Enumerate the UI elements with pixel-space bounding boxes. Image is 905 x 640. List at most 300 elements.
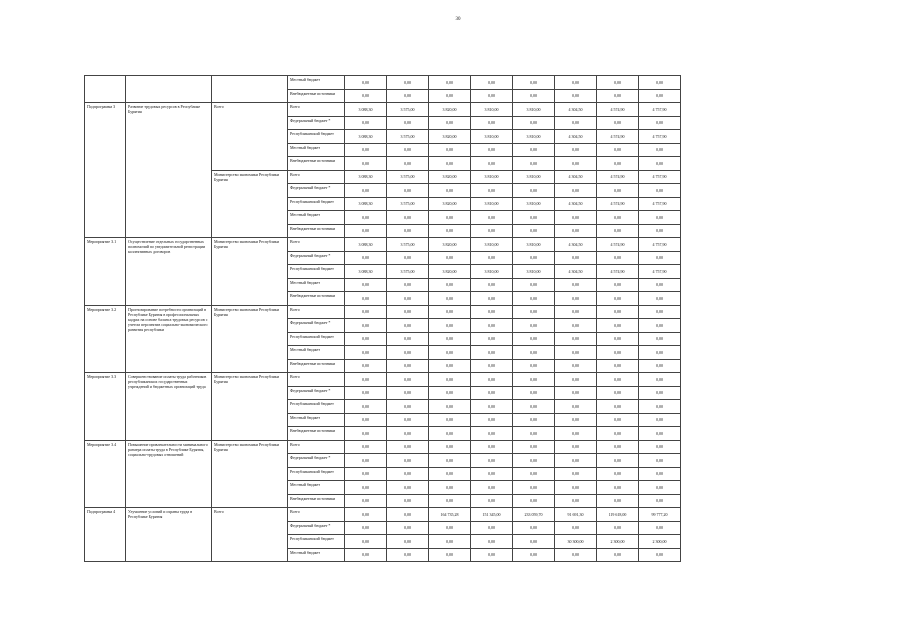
amount-cell: 0,00 bbox=[555, 427, 597, 441]
amount-cell: 0,00 bbox=[387, 184, 429, 198]
amount-cell: 0,00 bbox=[429, 548, 471, 562]
amount-cell: 0,00 bbox=[345, 494, 387, 508]
amount-cell: 0,00 bbox=[429, 143, 471, 157]
amount-cell: 0,00 bbox=[387, 508, 429, 522]
amount-cell: 0,00 bbox=[597, 319, 639, 333]
amount-cell: 4 757,90 bbox=[639, 265, 681, 279]
amount-cell: 3 575,00 bbox=[387, 197, 429, 211]
amount-cell: 0,00 bbox=[345, 76, 387, 90]
amount-cell: 3 810,00 bbox=[471, 170, 513, 184]
amount-cell: 0,00 bbox=[387, 89, 429, 103]
funding-source: Федеральный бюджет * bbox=[288, 184, 345, 198]
funding-source: Республиканский бюджет bbox=[288, 265, 345, 279]
funding-source: Местный бюджет bbox=[288, 143, 345, 157]
amount-cell: 0,00 bbox=[471, 467, 513, 481]
amount-cell: 0,00 bbox=[639, 319, 681, 333]
amount-cell: 0,00 bbox=[429, 467, 471, 481]
amount-cell: 3 575,00 bbox=[387, 103, 429, 117]
amount-cell: 0,00 bbox=[513, 143, 555, 157]
amount-cell: 0,00 bbox=[555, 373, 597, 387]
amount-cell: 0,00 bbox=[513, 440, 555, 454]
amount-cell: 3 820,00 bbox=[429, 265, 471, 279]
amount-cell: 0,00 bbox=[471, 305, 513, 319]
amount-cell: 0,00 bbox=[471, 319, 513, 333]
amount-cell: 4 304,50 bbox=[555, 265, 597, 279]
amount-cell: 0,00 bbox=[639, 278, 681, 292]
amount-cell: 0,00 bbox=[513, 400, 555, 414]
amount-cell: 0,00 bbox=[639, 427, 681, 441]
row-program-name: Совершенствование оплаты труда работников республиканских государственных учреждений и бюджетных организаций труда bbox=[126, 373, 212, 441]
amount-cell: 0,00 bbox=[429, 332, 471, 346]
amount-cell: 0,00 bbox=[513, 76, 555, 90]
amount-cell: 0,00 bbox=[555, 116, 597, 130]
amount-cell: 0,00 bbox=[513, 116, 555, 130]
amount-cell: 0,00 bbox=[555, 157, 597, 171]
funding-source: Местный бюджет bbox=[288, 481, 345, 495]
row-status: Мероприятие 3.4 bbox=[85, 440, 126, 508]
amount-cell: 4 574,90 bbox=[597, 265, 639, 279]
funding-source: Федеральный бюджет * bbox=[288, 386, 345, 400]
amount-cell: 0,00 bbox=[387, 76, 429, 90]
amount-cell: 4 757,90 bbox=[639, 197, 681, 211]
amount-cell: 3 810,00 bbox=[471, 103, 513, 117]
amount-cell: 0,00 bbox=[345, 143, 387, 157]
funding-source: Всего bbox=[288, 440, 345, 454]
amount-cell: 0,00 bbox=[471, 224, 513, 238]
amount-cell: 0,00 bbox=[429, 386, 471, 400]
amount-cell: 0,00 bbox=[471, 184, 513, 198]
amount-cell: 0,00 bbox=[639, 89, 681, 103]
amount-cell: 0,00 bbox=[597, 454, 639, 468]
amount-cell: 0,00 bbox=[513, 413, 555, 427]
amount-cell: 0,00 bbox=[345, 373, 387, 387]
amount-cell: 3 088,30 bbox=[345, 238, 387, 252]
amount-cell: 3 810,00 bbox=[471, 238, 513, 252]
amount-cell: 0,00 bbox=[639, 116, 681, 130]
amount-cell: 4 757,90 bbox=[639, 238, 681, 252]
amount-cell: 0,00 bbox=[387, 224, 429, 238]
amount-cell: 0,00 bbox=[555, 346, 597, 360]
amount-cell: 3 088,30 bbox=[345, 197, 387, 211]
amount-cell: 0,00 bbox=[387, 278, 429, 292]
amount-cell: 0,00 bbox=[387, 521, 429, 535]
amount-cell: 3 810,00 bbox=[513, 130, 555, 144]
amount-cell: 0,00 bbox=[387, 251, 429, 265]
amount-cell: 4 574,90 bbox=[597, 197, 639, 211]
row-executor: Всего bbox=[212, 103, 288, 171]
funding-source: Внебюджетные источники bbox=[288, 359, 345, 373]
amount-cell: 3 810,00 bbox=[513, 238, 555, 252]
row-program-name: Осуществление отдельных государственных полномочий по уведомительной регистрации коллективных договоров bbox=[126, 238, 212, 306]
amount-cell: 0,00 bbox=[639, 157, 681, 171]
amount-cell: 3 820,00 bbox=[429, 130, 471, 144]
amount-cell: 0,00 bbox=[429, 76, 471, 90]
amount-cell: 0,00 bbox=[639, 184, 681, 198]
amount-cell: 3 088,30 bbox=[345, 170, 387, 184]
amount-cell: 0,00 bbox=[471, 346, 513, 360]
amount-cell: 0,00 bbox=[345, 278, 387, 292]
funding-source: Республиканский бюджет bbox=[288, 197, 345, 211]
amount-cell: 0,00 bbox=[513, 157, 555, 171]
amount-cell: 0,00 bbox=[555, 332, 597, 346]
amount-cell: 0,00 bbox=[513, 224, 555, 238]
amount-cell: 0,00 bbox=[471, 373, 513, 387]
amount-cell: 4 574,90 bbox=[597, 103, 639, 117]
amount-cell: 0,00 bbox=[513, 494, 555, 508]
amount-cell: 0,00 bbox=[513, 454, 555, 468]
amount-cell: 0,00 bbox=[471, 157, 513, 171]
amount-cell: 0,00 bbox=[345, 346, 387, 360]
amount-cell: 0,00 bbox=[471, 278, 513, 292]
amount-cell: 0,00 bbox=[639, 494, 681, 508]
amount-cell: 0,00 bbox=[345, 251, 387, 265]
amount-cell: 0,00 bbox=[555, 89, 597, 103]
funding-source: Местный бюджет bbox=[288, 278, 345, 292]
amount-cell: 0,00 bbox=[471, 116, 513, 130]
amount-cell: 0,00 bbox=[639, 251, 681, 265]
amount-cell: 0,00 bbox=[555, 143, 597, 157]
amount-cell: 3 575,00 bbox=[387, 170, 429, 184]
funding-source: Федеральный бюджет * bbox=[288, 454, 345, 468]
amount-cell: 233 059,70 bbox=[513, 508, 555, 522]
amount-cell: 0,00 bbox=[597, 332, 639, 346]
amount-cell: 0,00 bbox=[345, 427, 387, 441]
amount-cell: 0,00 bbox=[597, 157, 639, 171]
amount-cell: 3 810,00 bbox=[513, 170, 555, 184]
amount-cell: 151 345,00 bbox=[471, 508, 513, 522]
amount-cell: 0,00 bbox=[387, 157, 429, 171]
amount-cell: 0,00 bbox=[345, 157, 387, 171]
funding-source: Всего bbox=[288, 238, 345, 252]
amount-cell: 0,00 bbox=[387, 359, 429, 373]
amount-cell: 0,00 bbox=[387, 346, 429, 360]
row-executor: Всего bbox=[212, 508, 288, 562]
amount-cell: 0,00 bbox=[387, 535, 429, 549]
amount-cell: 0,00 bbox=[513, 535, 555, 549]
funding-source: Всего bbox=[288, 508, 345, 522]
amount-cell: 0,00 bbox=[555, 413, 597, 427]
amount-cell: 0,00 bbox=[639, 143, 681, 157]
amount-cell: 0,00 bbox=[597, 224, 639, 238]
amount-cell: 4 574,90 bbox=[597, 238, 639, 252]
amount-cell: 0,00 bbox=[597, 359, 639, 373]
amount-cell: 0,00 bbox=[429, 454, 471, 468]
amount-cell: 0,00 bbox=[471, 481, 513, 495]
amount-cell: 0,00 bbox=[345, 440, 387, 454]
amount-cell: 0,00 bbox=[597, 400, 639, 414]
funding-source: Республиканский бюджет bbox=[288, 332, 345, 346]
amount-cell: 0,00 bbox=[555, 548, 597, 562]
amount-cell: 0,00 bbox=[387, 400, 429, 414]
amount-cell: 0,00 bbox=[471, 427, 513, 441]
funding-source: Всего bbox=[288, 103, 345, 117]
amount-cell: 3 088,30 bbox=[345, 265, 387, 279]
amount-cell: 3 810,00 bbox=[513, 197, 555, 211]
amount-cell: 0,00 bbox=[471, 143, 513, 157]
amount-cell: 0,00 bbox=[597, 373, 639, 387]
amount-cell: 0,00 bbox=[429, 89, 471, 103]
row-program-name bbox=[126, 76, 212, 103]
amount-cell: 0,00 bbox=[429, 346, 471, 360]
amount-cell: 0,00 bbox=[387, 386, 429, 400]
amount-cell: 0,00 bbox=[387, 319, 429, 333]
funding-source: Внебюджетные источники bbox=[288, 224, 345, 238]
amount-cell: 4 574,90 bbox=[597, 130, 639, 144]
row-status bbox=[85, 76, 126, 103]
table-row bbox=[85, 440, 681, 454]
amount-cell: 0,00 bbox=[471, 359, 513, 373]
amount-cell: 0,00 bbox=[555, 319, 597, 333]
amount-cell: 0,00 bbox=[471, 440, 513, 454]
funding-source: Местный бюджет bbox=[288, 346, 345, 360]
amount-cell: 0,00 bbox=[345, 548, 387, 562]
amount-cell: 0,00 bbox=[429, 481, 471, 495]
amount-cell: 119 618,00 bbox=[597, 508, 639, 522]
amount-cell: 3 810,00 bbox=[513, 103, 555, 117]
amount-cell: 0,00 bbox=[555, 400, 597, 414]
amount-cell: 0,00 bbox=[471, 454, 513, 468]
amount-cell: 0,00 bbox=[429, 211, 471, 225]
funding-source: Республиканский бюджет bbox=[288, 400, 345, 414]
amount-cell: 0,00 bbox=[513, 427, 555, 441]
amount-cell: 0,00 bbox=[639, 454, 681, 468]
amount-cell: 3 820,00 bbox=[429, 238, 471, 252]
amount-cell: 0,00 bbox=[429, 251, 471, 265]
funding-source: Внебюджетные источники bbox=[288, 292, 345, 306]
amount-cell: 0,00 bbox=[513, 548, 555, 562]
amount-cell: 91 691,30 bbox=[555, 508, 597, 522]
row-status: Подпрограмма 3 bbox=[85, 103, 126, 238]
funding-source: Всего bbox=[288, 373, 345, 387]
amount-cell: 0,00 bbox=[429, 278, 471, 292]
amount-cell: 0,00 bbox=[639, 548, 681, 562]
amount-cell: 0,00 bbox=[345, 535, 387, 549]
amount-cell: 0,00 bbox=[513, 319, 555, 333]
row-executor: Министерство экономики Республики Бурятия bbox=[212, 305, 288, 373]
table-row bbox=[85, 508, 681, 522]
funding-source: Внебюджетные источники bbox=[288, 494, 345, 508]
amount-cell: 0,00 bbox=[513, 467, 555, 481]
amount-cell: 4 757,90 bbox=[639, 170, 681, 184]
funding-source: Федеральный бюджет * bbox=[288, 116, 345, 130]
amount-cell: 0,00 bbox=[555, 211, 597, 225]
amount-cell: 0,00 bbox=[345, 184, 387, 198]
amount-cell: 0,00 bbox=[345, 305, 387, 319]
amount-cell: 164 735,28 bbox=[429, 508, 471, 522]
page-number: 30 bbox=[455, 17, 461, 22]
amount-cell: 0,00 bbox=[513, 89, 555, 103]
amount-cell: 2 300,00 bbox=[639, 535, 681, 549]
amount-cell: 0,00 bbox=[597, 440, 639, 454]
amount-cell: 99 777,20 bbox=[639, 508, 681, 522]
amount-cell: 0,00 bbox=[555, 76, 597, 90]
amount-cell: 0,00 bbox=[639, 373, 681, 387]
amount-cell: 0,00 bbox=[597, 278, 639, 292]
amount-cell: 3 088,30 bbox=[345, 103, 387, 117]
amount-cell: 4 304,50 bbox=[555, 238, 597, 252]
amount-cell: 0,00 bbox=[387, 454, 429, 468]
amount-cell: 0,00 bbox=[387, 292, 429, 306]
amount-cell: 0,00 bbox=[555, 184, 597, 198]
amount-cell: 0,00 bbox=[513, 481, 555, 495]
amount-cell: 0,00 bbox=[345, 116, 387, 130]
amount-cell: 0,00 bbox=[639, 521, 681, 535]
amount-cell: 0,00 bbox=[471, 332, 513, 346]
amount-cell: 0,00 bbox=[597, 184, 639, 198]
amount-cell: 0,00 bbox=[345, 521, 387, 535]
amount-cell: 0,00 bbox=[555, 359, 597, 373]
amount-cell: 0,00 bbox=[345, 413, 387, 427]
amount-cell: 0,00 bbox=[387, 211, 429, 225]
funding-source: Республиканский бюджет bbox=[288, 130, 345, 144]
amount-cell: 0,00 bbox=[555, 305, 597, 319]
amount-cell: 0,00 bbox=[387, 467, 429, 481]
table-row bbox=[85, 305, 681, 319]
amount-cell: 0,00 bbox=[345, 292, 387, 306]
amount-cell: 0,00 bbox=[513, 386, 555, 400]
amount-cell: 0,00 bbox=[345, 467, 387, 481]
amount-cell: 0,00 bbox=[429, 373, 471, 387]
amount-cell: 0,00 bbox=[345, 481, 387, 495]
amount-cell: 0,00 bbox=[639, 76, 681, 90]
amount-cell: 0,00 bbox=[639, 346, 681, 360]
row-status: Мероприятие 3.3 bbox=[85, 373, 126, 441]
amount-cell: 0,00 bbox=[513, 359, 555, 373]
amount-cell: 3 820,00 bbox=[429, 103, 471, 117]
amount-cell: 0,00 bbox=[345, 386, 387, 400]
amount-cell: 0,00 bbox=[387, 427, 429, 441]
amount-cell: 2 300,00 bbox=[597, 535, 639, 549]
amount-cell: 0,00 bbox=[429, 224, 471, 238]
amount-cell: 3 810,00 bbox=[471, 197, 513, 211]
amount-cell: 3 820,00 bbox=[429, 170, 471, 184]
amount-cell: 0,00 bbox=[345, 454, 387, 468]
amount-cell: 0,00 bbox=[555, 251, 597, 265]
amount-cell: 0,00 bbox=[429, 440, 471, 454]
amount-cell: 0,00 bbox=[639, 332, 681, 346]
amount-cell: 0,00 bbox=[597, 211, 639, 225]
amount-cell: 0,00 bbox=[429, 319, 471, 333]
row-executor: Министерство экономики Республики Бурятия bbox=[212, 238, 288, 306]
row-status: Подпрограмма 4 bbox=[85, 508, 126, 562]
row-executor: Министерство экономики Республики Бурятия bbox=[212, 373, 288, 441]
amount-cell: 0,00 bbox=[639, 400, 681, 414]
amount-cell: 0,00 bbox=[471, 400, 513, 414]
amount-cell: 0,00 bbox=[345, 89, 387, 103]
amount-cell: 0,00 bbox=[513, 184, 555, 198]
amount-cell: 0,00 bbox=[555, 386, 597, 400]
amount-cell: 0,00 bbox=[387, 116, 429, 130]
amount-cell: 0,00 bbox=[639, 292, 681, 306]
amount-cell: 0,00 bbox=[345, 319, 387, 333]
amount-cell: 0,00 bbox=[555, 494, 597, 508]
amount-cell: 0,00 bbox=[597, 305, 639, 319]
amount-cell: 0,00 bbox=[387, 332, 429, 346]
amount-cell: 0,00 bbox=[471, 413, 513, 427]
amount-cell: 0,00 bbox=[471, 292, 513, 306]
amount-cell: 0,00 bbox=[345, 359, 387, 373]
amount-cell: 0,00 bbox=[639, 386, 681, 400]
funding-source: Местный бюджет bbox=[288, 211, 345, 225]
table-row bbox=[85, 238, 681, 252]
amount-cell: 0,00 bbox=[597, 386, 639, 400]
amount-cell: 30 300,00 bbox=[555, 535, 597, 549]
amount-cell: 0,00 bbox=[555, 454, 597, 468]
amount-cell: 0,00 bbox=[639, 440, 681, 454]
funding-source: Внебюджетные источники bbox=[288, 89, 345, 103]
amount-cell: 0,00 bbox=[387, 494, 429, 508]
amount-cell: 0,00 bbox=[597, 548, 639, 562]
amount-cell: 0,00 bbox=[429, 359, 471, 373]
amount-cell: 0,00 bbox=[471, 89, 513, 103]
funding-source: Местный бюджет bbox=[288, 413, 345, 427]
amount-cell: 0,00 bbox=[513, 332, 555, 346]
amount-cell: 0,00 bbox=[597, 481, 639, 495]
table-row bbox=[85, 103, 681, 117]
amount-cell: 0,00 bbox=[597, 521, 639, 535]
amount-cell: 0,00 bbox=[429, 116, 471, 130]
amount-cell: 3 575,00 bbox=[387, 130, 429, 144]
row-program-name: Улучшение условий и охраны труда в Республике Бурятия bbox=[126, 508, 212, 562]
amount-cell: 4 757,90 bbox=[639, 103, 681, 117]
amount-cell: 3 088,30 bbox=[345, 130, 387, 144]
row-status: Мероприятие 3.1 bbox=[85, 238, 126, 306]
row-executor: Министерство экономики Республики Бурятия bbox=[212, 440, 288, 508]
row-program-name: Повышение привлекательности минимального размера оплаты труда в Республике Бурятия, социально-трудовых отношений bbox=[126, 440, 212, 508]
row-status: Мероприятие 3.2 bbox=[85, 305, 126, 373]
funding-source: Всего bbox=[288, 170, 345, 184]
amount-cell: 0,00 bbox=[597, 143, 639, 157]
amount-cell: 0,00 bbox=[639, 224, 681, 238]
amount-cell: 0,00 bbox=[429, 400, 471, 414]
amount-cell: 0,00 bbox=[471, 494, 513, 508]
amount-cell: 0,00 bbox=[429, 521, 471, 535]
funding-source: Республиканский бюджет bbox=[288, 467, 345, 481]
amount-cell: 0,00 bbox=[429, 494, 471, 508]
amount-cell: 0,00 bbox=[597, 346, 639, 360]
funding-source: Федеральный бюджет * bbox=[288, 521, 345, 535]
amount-cell: 0,00 bbox=[513, 346, 555, 360]
amount-cell: 0,00 bbox=[387, 440, 429, 454]
amount-cell: 3 575,00 bbox=[387, 265, 429, 279]
funding-source: Внебюджетные источники bbox=[288, 427, 345, 441]
amount-cell: 0,00 bbox=[513, 211, 555, 225]
amount-cell: 0,00 bbox=[597, 292, 639, 306]
amount-cell: 0,00 bbox=[387, 143, 429, 157]
amount-cell: 0,00 bbox=[471, 386, 513, 400]
funding-source: Внебюджетные источники bbox=[288, 157, 345, 171]
amount-cell: 0,00 bbox=[429, 292, 471, 306]
amount-cell: 0,00 bbox=[597, 413, 639, 427]
amount-cell: 0,00 bbox=[513, 373, 555, 387]
amount-cell: 0,00 bbox=[471, 76, 513, 90]
budget-table bbox=[84, 75, 681, 562]
amount-cell: 0,00 bbox=[345, 400, 387, 414]
amount-cell: 0,00 bbox=[513, 292, 555, 306]
amount-cell: 0,00 bbox=[471, 535, 513, 549]
amount-cell: 0,00 bbox=[639, 359, 681, 373]
amount-cell: 0,00 bbox=[387, 548, 429, 562]
amount-cell: 0,00 bbox=[555, 521, 597, 535]
amount-cell: 0,00 bbox=[471, 251, 513, 265]
table-row bbox=[85, 76, 681, 90]
amount-cell: 4 304,50 bbox=[555, 170, 597, 184]
amount-cell: 0,00 bbox=[387, 373, 429, 387]
amount-cell: 0,00 bbox=[639, 413, 681, 427]
amount-cell: 0,00 bbox=[513, 278, 555, 292]
row-program-name: Развитие трудовых ресурсов в Республике Бурятия bbox=[126, 103, 212, 238]
amount-cell: 0,00 bbox=[387, 305, 429, 319]
